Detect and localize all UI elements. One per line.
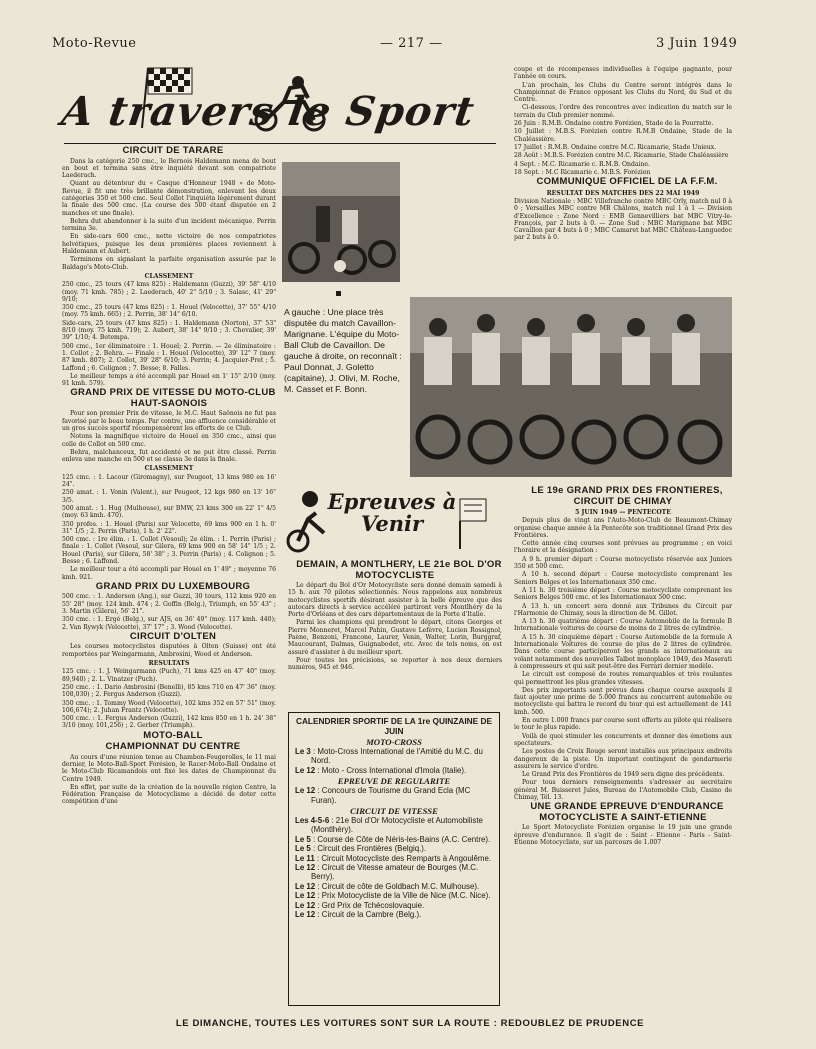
article-title: GRAND PRIX DE VITESSE DU MOTO-CLUB HAUT-SAONOIS xyxy=(70,387,276,409)
paragraph: Le meilleur temps a été accompli par Houel en 1' 15" 2/10 (moy. 91 kmh. 579). xyxy=(62,372,276,388)
calendar-item-date: Les 4-5-6 xyxy=(295,816,330,826)
paragraph: A 10 h. second départ : Course motocycliste comprenant les Seniors Belges et les Internationaux 350 cmc. xyxy=(514,571,732,586)
result-entry: 17 Juillet : R.M.B. Ondaine contre M.C. Ricamarie, Stade Unieux. xyxy=(514,143,717,151)
calendar-item-date: Le 12 xyxy=(295,881,316,891)
result-entry: 250 cmc., 25 tours (47 kms 825) : Haldemann (Guzzi), 39' 58" 4/10 (moy. 71 kmh. 785) ; 2. Laederach, 40' 2" 5/10 ; 3. Salasc, 41' 29" 9/10; xyxy=(62,281,276,303)
calendar-item-text: : Circuit de Vitesse amateur de Bourges (M.C. Berry). xyxy=(311,863,479,882)
calendar-item-date: Le 12 xyxy=(295,863,316,873)
calendar-item xyxy=(295,835,493,844)
calendar-item-text: : Circuit de la Cambre (Belg.). xyxy=(315,910,422,920)
calendar-item-date: Le 12 xyxy=(295,910,316,920)
paragraph: Le Sport Motocycliste Forézien organise le 19 juin une grande épreuve d'endurance. Il s'agit de : Saint - Etienne - Paris - Saint-Etienne Motocycliste, sur un parcours de 1.007 xyxy=(514,824,732,846)
masthead-rule xyxy=(64,143,496,144)
paragraph: Pour tous derniers renseignements s'adresser au secrétaire général M. Buisseret Jules, Bureau de l'Automobile Club, Casino de Chimay, Tél. 13. xyxy=(514,779,732,801)
result-entry: 18 Sept. : M.C Ricamarie c. M.B.S. Forézien xyxy=(514,168,651,176)
paragraph: Quant au détenteur du « Casque d'Honneur 1948 » de Moto-Revue, il fit une très brillante démonstration, enlevant les deux catégories 350 et 500 cmc. Seul Collot l'inquiéta légèrement durant la finale des 500 cmc. (La course des 500 étant disputée en 2 manches et une finale). xyxy=(62,180,276,217)
article-title: CHAMPIONNAT DU CENTRE xyxy=(105,741,241,753)
masthead-title: A travers le Sport xyxy=(58,88,478,135)
middle-column xyxy=(288,560,502,708)
result-entry: 350 cmc. : 1. Ergé (Belg.), sur AJS, en 36' 49" (moy. 117 kmh. 440); 2. Van Rywyk (Velocette), 37' 17" ; 3. Wood (Velocette). xyxy=(62,616,276,631)
result-entry: 500 cmc. : 1re élim. : 1. Collot (Vesoul); 2e élim. : 1. Perrin (Paris) ; finale : 1. Collot (Vesoul, sur Gilera, 69 kms 900 en 58' 14" 1/5 ; 2. Houel (Paris), sur Gilera, 58' 38" ; 3. Perrin (Paris) ; 4. Colignon ; 5. Besse ; 6. Laffond. xyxy=(62,536,276,566)
result-entry: 500 amat. : 1. Hug (Mulhouse), sur BMW, 23 kms 300 en 22' 1" 4/5 (moy. 63 kmh. 470). xyxy=(62,504,276,520)
epreuves-title: Epreuves à Venir xyxy=(327,489,457,536)
paragraph: A 9 h. premier départ : Course motocycliste réservée aux Juniors 350 et 500 cmc. xyxy=(514,555,732,571)
section-subtitle: CLASSEMENT xyxy=(144,465,194,473)
result-entry: 500 cmc., 1er éliminatoire : 1. Houel; 2. Perrin. — 2e éliminatoire : 1. Collot ; 2. Behra. — Finale : 1. Houel (Velocette), 39' 12" 7 (moy. 87 kmh. 807); 2. Collot, 39' 28" 6/10; 3. Perrin; 4. Jacquier-Pret ; 5. Laffond ; 6. Colignon ; 7. Besse; 8. Falles. xyxy=(62,342,276,372)
paragraph: Terminons en signalant la parfaite organisation assurée par le Baldago's Moto-Club. xyxy=(62,256,276,271)
section-subtitle: RESULTATS xyxy=(148,660,190,668)
calendar-item xyxy=(295,844,493,853)
article-title: CIRCUIT DE TARARE xyxy=(122,146,224,156)
paragraph: Le meilleur tour a été accompli par Houel en 1' 49" ; moyenne 76 kmh. 921. xyxy=(62,566,276,581)
calendar-item-date: Le 12 xyxy=(295,786,316,796)
calendar-item-date: Le 12 xyxy=(295,891,316,901)
result-entry: 350 cmc., 25 tours (47 kms 825) : 1. Houel (Velocette), 37' 55" 4/10 (moy. 75 kmh. 665) ; 2. Perrin, 38' 14" 6/10. xyxy=(62,304,276,319)
result-entry: 28 Août : M.B.S. Forézien contre M.C. Ricamarie, Stade Chaléassière xyxy=(514,152,729,160)
calendar-item-text: : Circuit de côte de Goldbach M.C. Mulhouse). xyxy=(315,881,480,891)
paragraph: Dans la catégorie 250 cmc., le Bernois Haldemann mena de bout en bout et termina sans être inquiété devant son compatriote Laederach. xyxy=(62,157,276,180)
calendar-section-title: MOTO-CROSS xyxy=(366,737,422,747)
paragraph: En side-cars 600 cmc., nette victoire de nos compatriotes helvétiques, puisque les deux premières places reviennent à Haldemann et Aubert. xyxy=(62,233,276,256)
article-title: MOTO-BALL xyxy=(143,729,203,741)
calendar-item xyxy=(295,863,493,882)
photo-match-cavaillon xyxy=(282,162,400,282)
section-subtitle: 5 JUIN 1949 — PENTECOTE xyxy=(575,509,671,516)
result-entry: 26 Juin : R.M.B. Ondaine contre Forézien, Stade de la Pourratte. xyxy=(514,120,714,128)
paragraph: Pour son premier Prix de vitesse, le M.C. Haut Saônois ne fut pas favorisé par le beau temps. Par contre, une affluence considérable et un gros succès sportif récompensèrent les efforts de ce Club. xyxy=(62,410,276,432)
result-entry: 350 profes. : 1. Houel (Paris) sur Velocette, 69 kms 900 en 1 h. 0' 31" 1/5 ; 2. Perrin (Paris), 1 h. 2' 22". xyxy=(62,520,276,535)
calendar-item-date: Le 3 xyxy=(295,747,311,756)
calendar-section-title: EPREUVE DE REGULARITE xyxy=(337,776,451,787)
paragraph: L'an prochain, les Clubs du Centre seront intégrés dans le Championnat de France opposant les Clubs du Nord, du Sud et du Centre. xyxy=(514,81,732,104)
article-title: GRAND PRIX DU LUXEMBOURG xyxy=(95,580,251,592)
issue-date: 3 Juin 1949 xyxy=(656,36,738,51)
paragraph: Des prix importants sont prévus dans chaque course auxquels il faut ajouter une prime de 5.000 francs au concurrent automobile ou motocycliste qui battra le record du tour qui est actuellement de 141 kmh. 500. xyxy=(514,686,732,716)
paragraph: Division Nationale : MBC Villefranche contre MBC Orly, match nul 0 à 0 ; Versailles MBC contre MB Châlons, match nul 1 à 1 — Division d'Excellence : Zone Nord : EMB Gennevilliers bat MBC Vitry-le-François, par 2 buts à 0. — Zone Sud : MBC Marignane bat MBC Cavaillon par 4 buts à 0 ; MBC Camaret bat MBC Château-Languedoc par 2 buts à 0. xyxy=(514,197,732,242)
right-top-column xyxy=(514,66,732,294)
result-entry: Side-cars, 25 tours (47 kms 825) : 1. Haldemann (Norton), 37' 53" 8/10 (moy. 75 kmh. 719); 2. Aubert, 38' 14" 9/10 ; 3. Chevalier, 39' 39" 1/10; 4. Betempa. xyxy=(62,319,276,342)
caption-marker xyxy=(336,291,341,296)
epreuves-a-venir-logo xyxy=(284,483,494,559)
paragraph: Le départ du Bol d'Or Motocycliste sera donné demain samedi à 15 h. aux 70 pilotes sélectionnés. Nous rappelons aux nombreux motocyclistes sportifs désirant assister à la belle épreuve que des autocars directs à service accéléré partiront vers Montlhéry de la Porte d'Orléans et des cars départementaux de la Porte d'Italie. xyxy=(288,582,502,619)
paragraph: En outre 1.000 francs par course sont offerts au pilote qui réalisera le tour le plus rapide. xyxy=(514,717,732,732)
paragraph: coupe et de récompenses individuelles à l'équipe gagnante, pour l'année en cours. xyxy=(514,66,732,81)
calendar-item-text: : Prix Motocycliste de la Ville de Nice (M.C. Nice). xyxy=(315,891,491,901)
calendar-item-text: : Circuit Motocycliste des Remparts à Angoulême. xyxy=(314,853,492,863)
calendar-item xyxy=(295,910,493,919)
calendar-item-date: Le 12 xyxy=(295,900,316,910)
journal-name: Moto-Revue xyxy=(52,36,137,51)
calendar-item xyxy=(295,882,493,891)
section-subtitle: CLASSEMENT xyxy=(144,272,194,280)
calendar-item xyxy=(295,891,493,900)
calendar-item xyxy=(295,901,493,910)
result-entry: 10 Juillet : M.B.S. Forézien contre R.M.B Ondaine, Stade de la Chaléassière. xyxy=(514,128,732,143)
calendar-box xyxy=(288,712,500,1006)
calendar-item-date: Le 12 xyxy=(295,765,316,775)
paragraph: Parmi les champions qui prendront le départ, citons Georges et Pierre Monneret, Marcel Pahin, Gustave Lefèvre, Lucien Rossignol, Paène, Benzoni, Francone, Laurer, Venin, Walter, Lorin, Burggraf, Maucourant, Dalmas, Guignabodet, etc. Avec de tels noms, on est assuré d'assister à du meilleur sport. xyxy=(288,619,502,656)
section-subtitle: RESULTAT DES MATCHES DES 22 MAI 1949 xyxy=(546,189,700,197)
calendar-item-text: : Moto - Cross International d'Imola (Italie). xyxy=(315,765,467,775)
right-bottom-column xyxy=(514,486,732,1012)
paragraph: Notons la magnifique victoire de Houel en 350 cmc., ainsi que celle de Collot en 500 cmc. xyxy=(62,433,276,448)
calendar-item-date: Le 11 xyxy=(295,853,315,863)
result-entry: 125 cmc. : 1. J. Weingarmann (Puch), 71 kms 425 en 47' 40" (moy. 89,940) ; 2. L. Vinatzer (Puch). xyxy=(62,668,276,683)
paragraph: Le Grand Prix des Frontières de 1949 sera digne des précédents. xyxy=(522,771,725,779)
paragraph: A 13 h. un concert sera donné aux Tribunes du Circuit par l'Harmonie de Chimay, sous la direction de M. Gillot. xyxy=(514,602,732,617)
motoball-photo-icon xyxy=(282,162,400,282)
paragraph: Depuis plus de vingt ans l'Auto-Moto-Club de Beaumont-Chimay organise chaque année à la Pentecôte son traditionnel Grand Prix des Frontières. xyxy=(514,517,732,539)
calendar-item-date: Le 5 xyxy=(295,834,311,844)
calendar-item-text: : Concours de Tourisme du Grand Ecla (MC Furan). xyxy=(311,786,471,805)
paragraph: Behra dut abandonner à la suite d'un incident mécanique. Perrin termina 3e. xyxy=(62,217,276,233)
article-title: CIRCUIT D'OLTEN xyxy=(129,630,217,642)
page-number: — 217 — xyxy=(380,36,443,51)
page-footer: LE DIMANCHE, TOUTES LES VOITURES SONT SUR LA ROUTE : REDOUBLEZ DE PRUDENCE xyxy=(175,1018,645,1029)
calendar-item xyxy=(295,766,493,775)
calendar-item xyxy=(295,786,493,805)
paragraph: A 11 h. 30 troisième départ : Course motocycliste comprenant les Seniors Belges 500 cmc. et les Internationaux 500 cmc. xyxy=(514,586,732,602)
result-entry: 500 cmc. : 1. Fergus Anderson (Guzzi), 142 kms 850 en 1 h. 24' 38" 3/10 (moy. 101,256) ; 2. Gerber (Triumph). xyxy=(62,715,276,730)
result-entry: 250 cmc. : 1. Dario Ambrosini (Benelli), 85 kms 710 en 47' 36" (moy. 108,030) ; 2. Fergus Anderson (Guzzi). xyxy=(62,683,276,699)
article-title: UNE GRANDE EPREUVE D'ENDURANCE MOTOCYCLISTE A SAINT-ETIENNE xyxy=(530,801,724,823)
result-entry: 125 cmc. : 1. Lacour (Giromagny), sur Peugeot, 13 kms 980 en 16' 24". xyxy=(62,473,276,489)
calendar-item-date: Le 5 xyxy=(295,844,311,854)
paragraph: Au cours d'une réunion tenue au Chambon-Feugerolles, le 11 mai dernier, le Moto-Ball-Sport Forésien, le Racer-Moto-Ball Ondaine et le Moto-Club Ricamandois ont fixé les dates de Championnat du Centre 1949. xyxy=(62,753,276,783)
team-photo-icon xyxy=(410,297,732,477)
calendar-title: CALENDRIER SPORTIF DE LA 1re QUINZAINE DE JUIN xyxy=(295,716,493,736)
paragraph: Voilà de quoi stimuler les concurrents et donner des émotions aux spectateurs. xyxy=(514,732,732,747)
article-title: LE 19e GRAND PRIX DES FRONTIERES, CIRCUIT DE CHIMAY xyxy=(531,486,723,507)
calendar-item xyxy=(295,854,493,863)
paragraph: Pour toutes les précisions, se reporter à nos deux derniers numéros, 945 et 946. xyxy=(288,656,502,672)
calendar-item-text: : Grd Prix de Tchécoslovaquie. xyxy=(315,900,425,910)
paragraph: Les postes de Croix Rouge seront installés aux principaux endroits dangereux de la piste. Un important contingent de gendarmerie assurera le service d'ordre. xyxy=(514,748,732,770)
paragraph: A 13 h. 30 quatrième départ : Course Automobile de la formule B Internationale voitures de course de moins de 2 litres de cylindrée. xyxy=(514,618,732,633)
calendar-section-title: CIRCUIT DE VITESSE xyxy=(350,806,438,817)
result-entry: 350 cmc. : 1. Tommy Wood (Velocette), 102 kms 352 en 57' 51" (moy. 106,674); 2. Juhan Frantz (Velocette). xyxy=(62,699,276,714)
calendar-item xyxy=(295,747,493,766)
paragraph: Ci-dessous, l'ordre des rencontres avec indication du match sur le terrain du Club premier nommé. xyxy=(514,104,732,119)
masthead-logo xyxy=(60,64,500,142)
paragraph: A 15 h. 30 cinquième départ : Course Automobile de la formule A Internationale Voitures de course de plus de 2 litres de cylindrée. Dans cette course participeront les grands as internationaux au volant notamment des nouvelles Talbot monoplace 1949, des Maserati à compresseurs et qui sait peut-être des Ferrari dernier modèle. xyxy=(514,633,732,670)
paragraph: Les courses motocyclistes disputées à Olten (Suisse) ont été remportées par Weingarmann, Ambrosini, Wood et Anderson. xyxy=(62,643,276,658)
calendar-item-text: : 21e Bol d'Or Motocycliste et Automobiliste (Montlhéry). xyxy=(311,816,483,835)
calendar-item xyxy=(295,816,493,835)
result-entry: 500 cmc. : 1. Anderson (Ang.), sur Guzzi, 30 tours, 112 kms 920 en 55' 28" (moy. 124 kmh. 474 ; 2. Goffin (Belg.), Triumph, en 55' 43" ; 3. Martin (Gilera), 56' 21". xyxy=(62,593,276,616)
article-title: COMMUNIQUE OFFICIEL DE LA F.F.M. xyxy=(536,176,718,188)
photo-caption: A gauche : Une place très disputée du match Cavaillon-Marignane. L'équipe du Moto-Ball Club de Cavaillon. De gauche à droite, on reconnaît : Paul Donnat, J. Goletto (capitaine), J. Olivi, M. Roche, M. Casset et F. Bonn. xyxy=(284,307,402,394)
paragraph: Le circuit est composé de routes remarquables et très roulantes qui permettront les plus grandes vitesses. xyxy=(514,671,732,686)
left-column xyxy=(62,146,276,1012)
result-entry: 4 Sept. : M.C. Ricamarie c. R.M.B. Ondaine. xyxy=(514,160,650,168)
paragraph: Behra, malchanceux, fut accidenté et ne put être classé. Perrin enleva une manche en 500 et se classa 3e dans la finale. xyxy=(62,448,276,464)
calendar-item-text: : Moto-Cross International de l'Amitié du M.C. du Nord. xyxy=(310,747,483,766)
calendar-body xyxy=(295,737,493,920)
paragraph: En effet, par suite de la création de la nouvelle région Centre, la Fédération Française de Motocyclisme a décidé de doter cette compétition d'une xyxy=(62,783,276,806)
paragraph: Cette année cinq courses sont prévues au programme ; en voici l'horaire et la désignation : xyxy=(514,540,732,555)
article-title: DEMAIN, A MONTLHERY, LE 21e BOL D'OR MOTOCYCLISTE xyxy=(296,560,502,581)
calendar-item-text: : Course de Côte de Néris-les-Bains (A.C. Centre). xyxy=(310,834,491,844)
photo-team-cavaillon xyxy=(410,297,732,477)
calendar-item-text: : Circuit des Frontières (Belgiq.). xyxy=(310,844,427,854)
result-entry: 250 amat. : 1. Vonin (Valent.), sur Peugeot, 12 kgs 980 en 13' 16" 3/5. xyxy=(62,489,276,504)
